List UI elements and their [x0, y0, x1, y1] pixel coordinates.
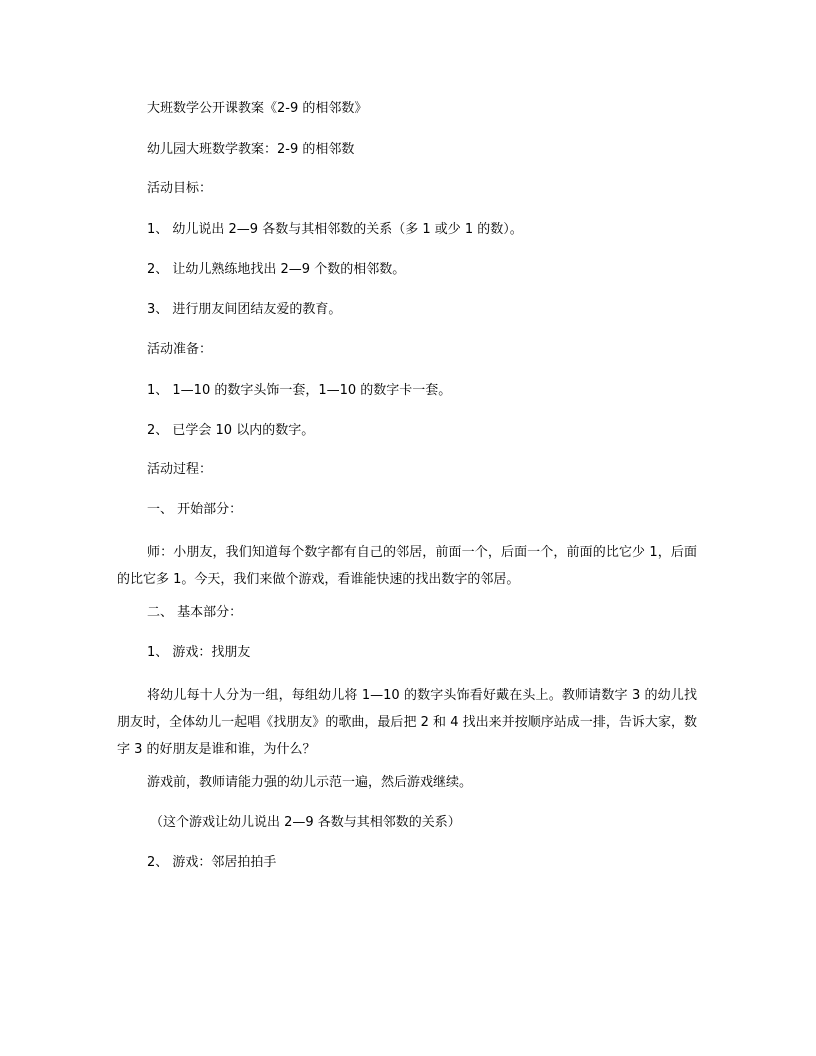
game1-note: 游戏前，教师请能力强的幼儿示范一遍，然后游戏继续。	[147, 775, 473, 790]
prep-heading: 活动准备：	[147, 342, 213, 357]
goal-item: 3、 进行朋友间团结友爱的教育。	[147, 302, 342, 317]
goal-item: 1、 幼儿说出 2—9 各数与其相邻数的关系（多 1 或少 1 的数）。	[147, 222, 523, 237]
game2-heading: 2、 游戏：邻居拍拍手	[147, 855, 277, 870]
process-heading: 活动过程：	[147, 462, 213, 477]
goal-item: 2、 让幼儿熟练地找出 2—9 个数的相邻数。	[147, 262, 406, 277]
part1-paragraph: 师：小朋友，我们知道每个数字都有自己的邻居，前面一个，后面一个，前面的比它少 1，后面的比它多 1。今天，我们来做个游戏，看谁能快速的找出数字的邻居。	[117, 545, 697, 587]
document-subtitle: 幼儿园大班数学教案：2-9 的相邻数	[147, 142, 355, 157]
game1-heading: 1、 游戏：找朋友	[147, 645, 251, 660]
goals-heading: 活动目标：	[147, 181, 213, 196]
game1-paragraph: 将幼儿每十人分为一组，每组幼儿将 1—10 的数字头饰看好戴在头上。教师请数字 3 的幼儿找朋友时，全体幼儿一起唱《找朋友》的歌曲，最后把 2 和 4 找出来并按顺序站成一排，告诉大家，数字 3 的好朋友是谁和谁，为什么？	[117, 688, 697, 757]
game1-purpose: （这个游戏让幼儿说出 2—9 各数与其相邻数的关系）	[150, 815, 461, 830]
prep-item: 1、 1—10 的数字头饰一套，1—10 的数字卡一套。	[147, 383, 452, 398]
prep-item: 2、 已学会 10 以内的数字。	[147, 423, 315, 438]
document-title: 大班数学公开课教案《2-9 的相邻数》	[147, 101, 368, 116]
part2-heading: 二、 基本部分：	[147, 605, 243, 620]
part1-heading: 一、 开始部分：	[147, 502, 243, 517]
